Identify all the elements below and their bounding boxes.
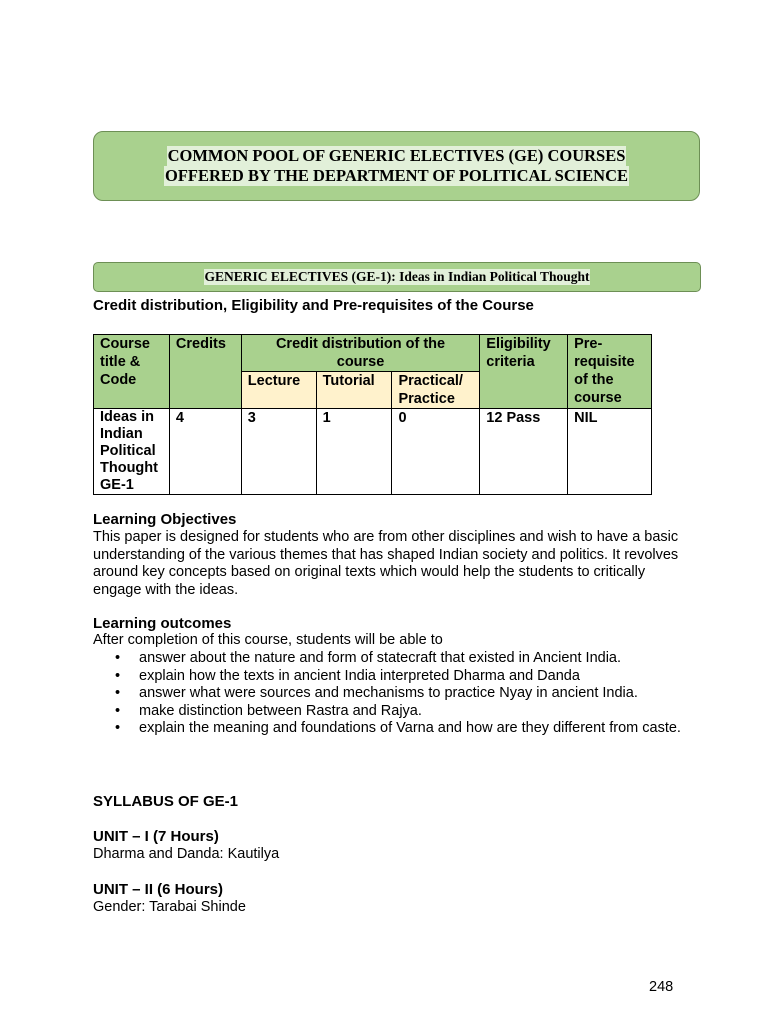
bullet-icon: • <box>115 650 121 666</box>
credit-table <box>93 334 652 495</box>
table-row <box>94 409 652 495</box>
table-header-row <box>94 335 652 372</box>
cell-lecture: 3 <box>241 409 316 495</box>
header-lecture: Lecture <box>241 372 316 409</box>
outcomes-intro: After completion of this course, students will be able to <box>93 632 443 648</box>
list-item: • explain how the texts in ancient India interpreted Dharma and Danda <box>115 667 580 684</box>
bullet-icon: • <box>115 667 121 684</box>
header-tutorial: Tutorial <box>316 372 392 409</box>
header-credit-distribution: Credit distribution of the course <box>241 335 480 372</box>
header-prerequisite: Pre- requisite of the course <box>568 335 652 409</box>
cell-tutorial: 1 <box>316 409 392 495</box>
banner-line-2: OFFERED BY THE DEPARTMENT OF POLITICAL SCIENCE <box>164 166 629 185</box>
banner-line-1: COMMON POOL OF GENERIC ELECTIVES (GE) COURSES <box>167 146 626 165</box>
list-item: • make distinction between Rastra and Rajya. <box>115 702 422 719</box>
unit-1-topic: Dharma and Danda: Kautilya <box>93 846 280 862</box>
bullet-icon: • <box>115 685 121 701</box>
department-banner <box>93 131 700 201</box>
syllabus-title: SYLLABUS OF GE-1 <box>93 793 239 810</box>
unit-2-title: UNIT – II (6 Hours) <box>93 881 224 898</box>
header-practical: Practical/ Practice <box>392 372 480 409</box>
outcomes-list <box>93 650 693 738</box>
list-item: • answer about the nature and form of statecraft that existed in Ancient India. <box>115 650 622 666</box>
bullet-icon: • <box>115 720 121 736</box>
cell-credits: 4 <box>169 409 241 495</box>
list-item: • answer what were sources and mechanisms to practice Nyay in ancient India. <box>115 685 638 701</box>
cell-eligibility: 12 Pass <box>480 409 568 495</box>
ge-title-bar <box>93 262 701 292</box>
page-number: 248 <box>649 979 674 995</box>
header-course-title: Course title & Code <box>94 335 170 409</box>
ge-title: GENERIC ELECTIVES (GE-1): Ideas in Indian Political Thought <box>204 269 590 284</box>
objectives-title: Learning Objectives <box>93 511 237 528</box>
header-eligibility: Eligibility criteria <box>480 335 568 409</box>
list-item: • explain the meaning and foundations of Varna and how are they different from caste. <box>115 720 681 736</box>
bullet-icon: • <box>115 702 121 719</box>
header-credits: Credits <box>169 335 241 409</box>
unit-1-title: UNIT – I (7 Hours) <box>93 828 219 845</box>
cell-practical: 0 <box>392 409 480 495</box>
cell-prerequisite: NIL <box>568 409 652 495</box>
objectives-text: This paper is designed for students who are from other disciplines and wish to have a basic understanding of the various themes that has shaped Indian society and politics. It revolves around key concepts based on original texts which would help the students to critically engage with the ideas. <box>93 529 679 598</box>
credit-heading: Credit distribution, Eligibility and Pre-requisites of the Course <box>93 297 534 314</box>
outcomes-title: Learning outcomes <box>93 615 232 632</box>
cell-course-title: Ideas in Indian Political Thought GE-1 <box>94 409 170 495</box>
unit-2-topic: Gender: Tarabai Shinde <box>93 899 246 915</box>
